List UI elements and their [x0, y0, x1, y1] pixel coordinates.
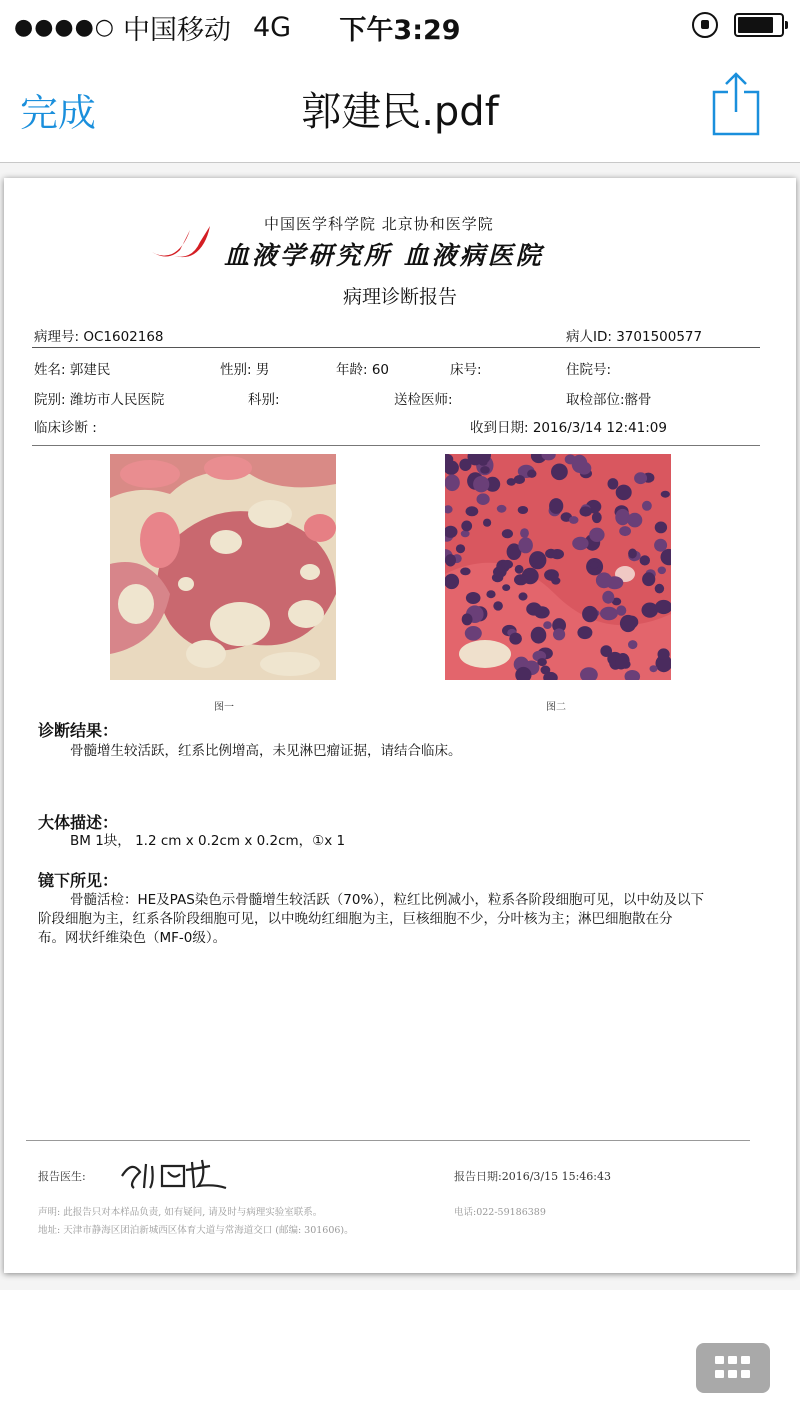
- cell-nucleus: [602, 591, 614, 604]
- cell-nucleus: [507, 478, 516, 486]
- cell-nucleus: [502, 584, 510, 591]
- microscopic-findings-line-1: 骨髓活检：HE及PAS染色示骨髓增生较活跃（70%），粒红比例减小，粒系各阶段细胞可见，以中幼及以下: [70, 892, 705, 908]
- cell-nucleus: [642, 501, 652, 511]
- cell-nucleus: [580, 506, 592, 516]
- figure-1-caption: 图一: [214, 702, 234, 713]
- document-title: 郭建民.pdf: [301, 89, 499, 135]
- footer-divider: [26, 1140, 750, 1141]
- battery-level: [738, 17, 773, 33]
- cell-nucleus: [466, 592, 481, 604]
- gross-description-heading: 大体描述：: [38, 813, 119, 832]
- cell-nucleus: [655, 522, 667, 534]
- cell-nucleus: [537, 658, 547, 666]
- cell-nucleus: [486, 590, 495, 598]
- pdf-page: [4, 178, 796, 1273]
- cell-nucleus: [549, 498, 563, 514]
- cell-nucleus: [590, 562, 599, 569]
- cell-nucleus: [628, 640, 637, 649]
- referring-doctor: 送检医师:: [394, 392, 453, 408]
- thumbnail-grid-button[interactable]: [696, 1343, 770, 1393]
- viewer-bottom-area: [0, 1290, 800, 1423]
- cell-nucleus: [582, 606, 598, 622]
- cell-nucleus: [577, 626, 592, 639]
- gross-description-text: BM 1块， 1.2 cm x 0.2cm x 0.2cm，①x 1: [70, 833, 346, 849]
- cell-nucleus: [466, 506, 479, 516]
- bed-number: 床号:: [450, 362, 482, 378]
- cell-nucleus: [608, 478, 619, 489]
- cell-nucleus: [514, 574, 528, 585]
- patient-name: 姓名: 郭建民: [34, 362, 111, 378]
- cell-nucleus: [544, 569, 559, 581]
- cell-nucleus: [640, 555, 650, 565]
- patient-id: 病人ID: 3701500577: [566, 329, 703, 345]
- sample-site: 取检部位:髂骨: [566, 392, 652, 408]
- status-icons: [692, 12, 784, 38]
- cell-nucleus: [615, 509, 630, 525]
- cell-nucleus: [589, 528, 604, 542]
- microscopic-findings-line-2: 阶段细胞为主，红系各阶段细胞可见，以中晚幼红细胞为主，巨核细胞不少，分叶核为主；淋巴细胞散在分: [38, 911, 673, 927]
- cell-nucleus: [462, 613, 473, 625]
- done-button[interactable]: 完成: [20, 91, 97, 135]
- hospital-name: 院别: 潍坊市人民医院: [34, 392, 165, 408]
- rotation-lock-icon: [692, 12, 718, 38]
- cell-nucleus: [483, 519, 491, 527]
- cell-nucleus: [529, 551, 546, 569]
- grid-icon: [715, 1356, 751, 1380]
- cell-nucleus: [502, 529, 513, 538]
- department: 科别:: [248, 392, 280, 408]
- cell-nucleus: [534, 606, 550, 618]
- received-date: 收到日期: 2016/3/14 12:41:09: [470, 420, 667, 436]
- divider: [32, 347, 760, 348]
- patient-gender: 性别: 男: [220, 362, 270, 378]
- cell-nucleus: [527, 470, 536, 478]
- signal-strength-icon: ●●●●○: [14, 15, 115, 40]
- disclaimer: 声明: 此报告只对本样品负责, 如有疑问, 请及时与病理实验室联系。: [38, 1207, 323, 1218]
- divider: [32, 445, 760, 446]
- cell-nucleus: [551, 464, 568, 481]
- microscopic-findings-line-3: 布。网状纤维染色（MF-0级）。: [38, 930, 227, 946]
- cell-nucleus: [461, 521, 472, 532]
- share-icon[interactable]: [710, 70, 762, 136]
- doctor-signature: [114, 1154, 234, 1194]
- figure-2-caption: 图二: [546, 702, 566, 713]
- cell-nucleus: [620, 615, 636, 632]
- report-date: 报告日期:2016/3/15 15:46:43: [454, 1170, 612, 1183]
- cell-nucleus: [615, 657, 627, 670]
- cell-nucleus: [596, 572, 612, 588]
- micrograph-high-magnification: [445, 454, 671, 680]
- cell-nucleus: [658, 567, 666, 575]
- micrograph-low-magnification: [110, 454, 336, 680]
- cell-nucleus: [628, 549, 637, 559]
- institution-name-line1: 中国医学科学院 北京协和医学院: [264, 215, 494, 233]
- cell-nucleus: [569, 516, 579, 524]
- cell-nucleus: [543, 621, 552, 629]
- admission-number: 住院号:: [566, 362, 612, 378]
- navigation-bar: [0, 52, 800, 163]
- cell-nucleus: [592, 512, 602, 523]
- cell-nucleus: [515, 565, 524, 574]
- cell-nucleus: [460, 568, 470, 576]
- cell-nucleus: [445, 554, 456, 566]
- cell-nucleus: [654, 539, 667, 552]
- report-doctor-label: 报告医生:: [38, 1170, 86, 1183]
- cell-nucleus: [627, 513, 642, 528]
- clock: 下午3:29: [339, 15, 461, 46]
- cell-nucleus: [661, 491, 670, 498]
- cell-nucleus: [493, 601, 503, 610]
- cell-nucleus: [655, 584, 664, 594]
- cell-nucleus: [642, 572, 655, 586]
- cell-nucleus: [531, 627, 547, 644]
- microscopic-findings-heading: 镜下所见：: [38, 871, 119, 890]
- cell-nucleus: [572, 537, 588, 550]
- cell-nucleus: [445, 475, 460, 492]
- cell-nucleus: [616, 605, 626, 615]
- cell-nucleus: [473, 476, 489, 492]
- cell-nucleus: [519, 592, 528, 600]
- diagnosis-text: 骨髓增生较活跃，红系比例增高，未见淋巴瘤证据，请结合临床。: [70, 743, 462, 759]
- cell-nucleus: [600, 607, 618, 620]
- cell-nucleus: [497, 505, 507, 513]
- lab-phone: 电话:022-59186389: [454, 1207, 546, 1218]
- clinical-diagnosis: 临床诊断 :: [34, 420, 97, 436]
- status-bar: [0, 0, 800, 52]
- institution-name-line2: 血液学研究所 血液病医院: [224, 241, 544, 270]
- lab-address: 地址: 天津市静海区团泊新城西区体育大道与常海道交口 (邮编: 301606)。: [38, 1225, 354, 1236]
- network-type: 4G: [252, 12, 292, 43]
- cell-nucleus: [553, 628, 565, 640]
- cell-nucleus: [502, 560, 513, 569]
- cell-nucleus: [545, 549, 557, 559]
- report-title: 病理诊断报告: [342, 286, 457, 308]
- pathology-number: 病理号: OC1602168: [34, 329, 164, 345]
- cell-nucleus: [658, 648, 670, 660]
- battery-icon: [734, 13, 784, 37]
- cell-nucleus: [634, 472, 647, 484]
- cell-nucleus: [480, 466, 490, 474]
- cell-nucleus: [465, 626, 482, 641]
- hospital-logo: [150, 222, 214, 264]
- carrier-name: 中国移动: [122, 15, 231, 46]
- cell-nucleus: [509, 633, 522, 645]
- diagnosis-heading: 诊断结果：: [38, 721, 119, 740]
- cell-nucleus: [461, 530, 470, 537]
- cell-nucleus: [650, 665, 658, 672]
- cell-nucleus: [456, 544, 465, 553]
- cell-nucleus: [572, 455, 588, 473]
- cell-nucleus: [518, 537, 533, 553]
- cell-nucleus: [616, 485, 632, 501]
- cell-nucleus: [619, 526, 631, 536]
- cell-nucleus: [477, 493, 490, 505]
- cell-nucleus: [520, 528, 529, 538]
- patient-age: 年龄: 60: [336, 362, 390, 378]
- cell-nucleus: [518, 506, 528, 514]
- pdf-viewer[interactable]: [0, 163, 800, 1423]
